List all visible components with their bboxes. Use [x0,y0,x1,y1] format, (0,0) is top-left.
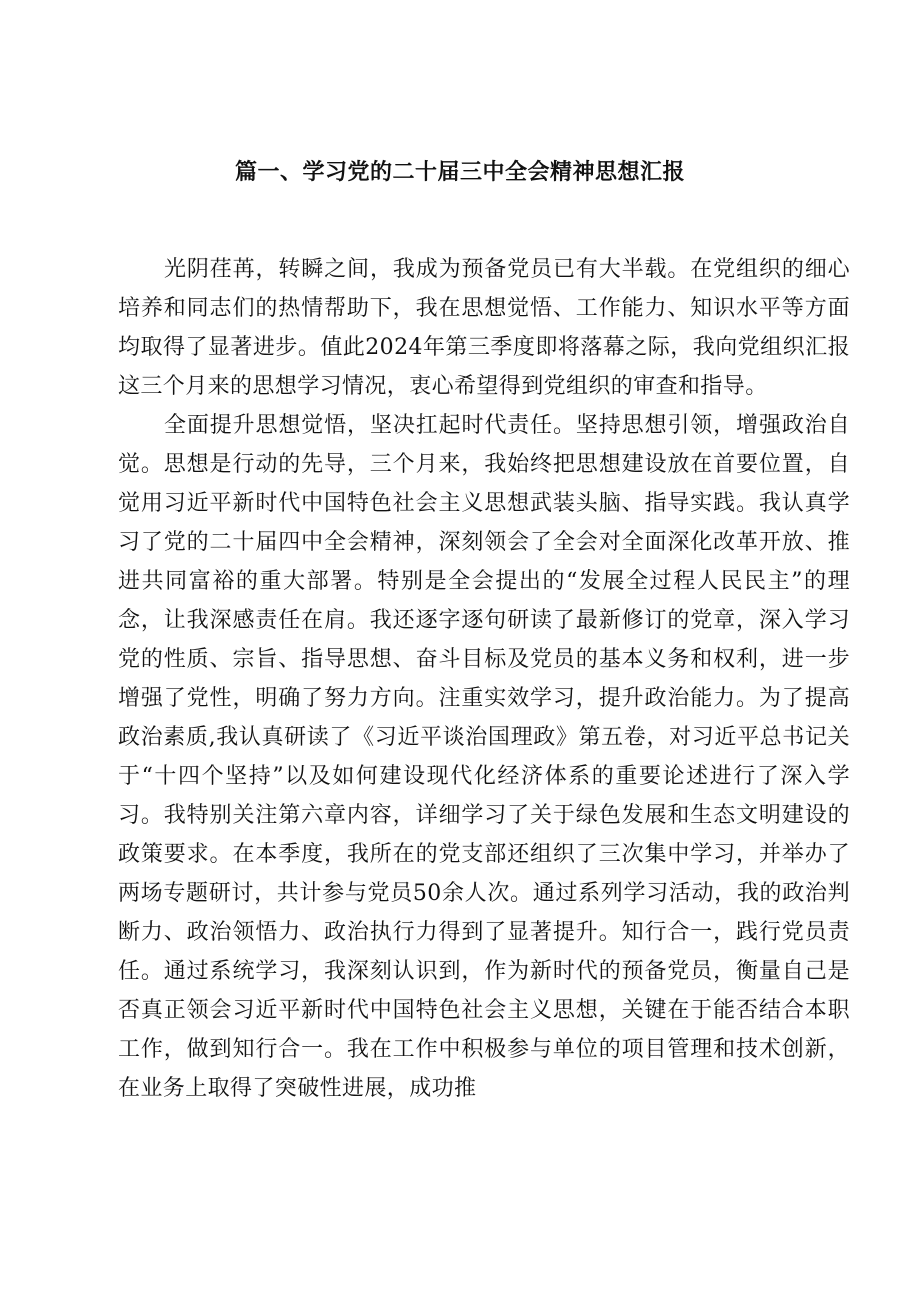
paragraph-thought-improvement: 全面提升思想觉悟，坚决扛起时代责任。坚持思想引领，增强政治自觉。思想是行动的先导，三个月来，我始终把思想建设放在首要位置，自觉用习近平新时代中国特色社会主义思想武装头脑、指导实践。我认真学习了党的二十届四中全会精神，深刻领会了全会对全面深化改革开放、推进共同富裕的重大部署。特别是全会提出的“发展全过程人民民主”的理念，让我深感责任在肩。我还逐字逐句研读了最新修订的党章，深入学习党的性质、宗旨、指导思想、奋斗目标及党员的基本义务和权利，进一步增强了党性，明确了努力方向。注重实效学习，提升政治能力。为了提高政治素质,我认真研读了《习近平谈治国理政》第五卷，对习近平总书记关于“十四个坚持”以及如何建设现代化经济体系的重要论述进行了深入学习。我特别关注第六章内容，详细学习了关于绿色发展和生态文明建设的政策要求。在本季度，我所在的党支部还组织了三次集中学习，并举办了两场专题研讨，共计参与党员50余人次。通过系列学习活动，我的政治判断力、政治领悟力、政治执行力得到了显著提升。知行合一，践行党员责任。通过系统学习，我深刻认识到，作为新时代的预备党员，衡量自己是否真正领会习近平新时代中国特色社会主义思想，关键在于能否结合本职工作，做到知行合一。我在工作中积极参与单位的项目管理和技术创新，在业务上取得了突破性进展，成功推 [118,413,850,1101]
document-title: 篇一、学习党的二十届三中全会精神思想汇报 [234,159,685,185]
paragraph-intro: 光阴荏苒，转瞬之间，我成为预备党员已有大半载。在党组织的细心培养和同志们的热情帮助下，我在思想觉悟、工作能力、知识水平等方面均取得了显著进步。值此2024年第三季度即将落幕之际，我向党组织汇报这三个月来的思想学习情况，衷心希望得到党组织的审查和指导。 [118,257,850,399]
document-body [118,250,850,1108]
